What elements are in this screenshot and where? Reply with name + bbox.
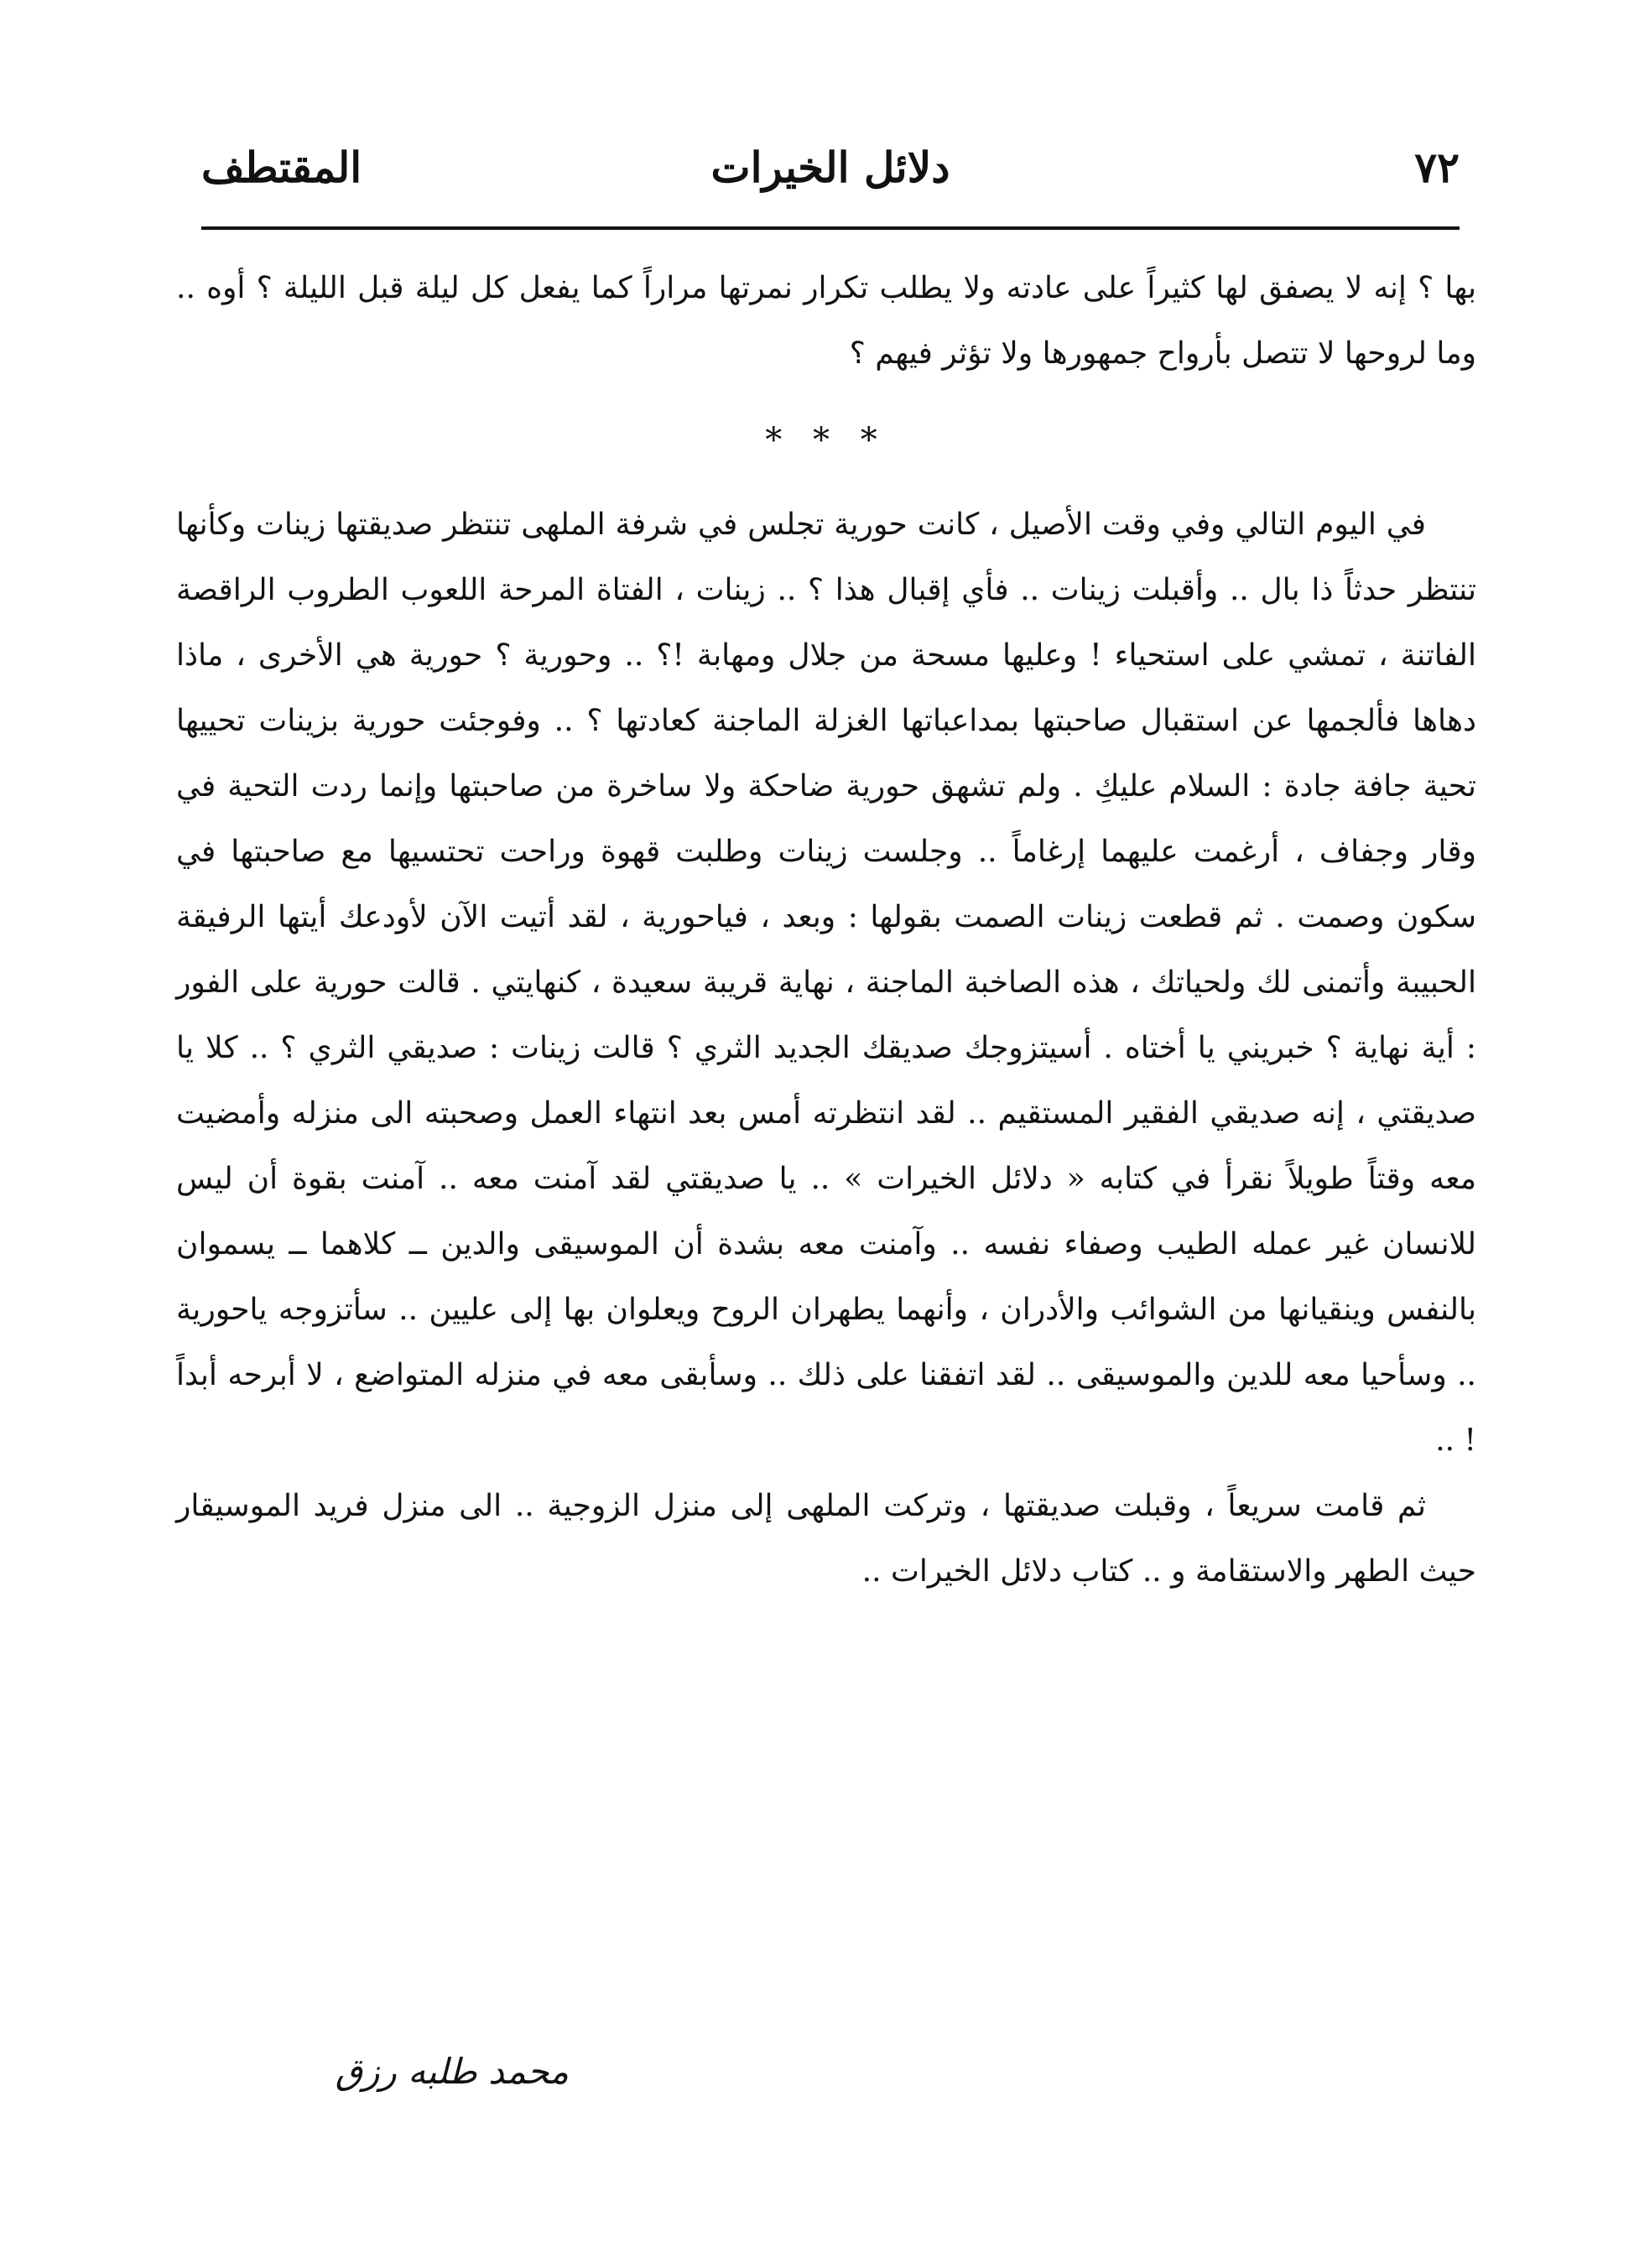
header-rule xyxy=(201,226,1460,230)
journal-name: المقتطف xyxy=(201,143,362,192)
paragraph-continuation: بها ؟ إنه لا يصفق لها كثيراً على عادته ولا يطلب تكرار نمرتها مراراً كما يفعل كل ليلة قبل الليلة ؟ أوه .. وما لروحها لا تتصل بأرواح جمهورها ولا تؤثر فيهم ؟ xyxy=(176,271,1476,371)
page-number: ٧٢ xyxy=(1414,143,1460,192)
paragraph-final: ثم قامت سريعاً ، وقبلت صديقتها ، وتركت الملهى إلى منزل الزوجية .. الى منزل فريد الموسيقار حيث الطهر والاستقامة و .. كتاب دلائل الخيرات .. xyxy=(176,1489,1476,1589)
running-title: دلائل الخيرات xyxy=(710,143,950,192)
paragraph-main: في اليوم التالي وفي وقت الأصيل ، كانت حورية تجلس في شرفة الملهى تنتظر صديقتها زينات وكأنها تنتظر حدثاً ذا بال .. وأقبلت زينات .. فأي إقبال هذا ؟ .. زينات ، الفتاة المرحة اللعوب الطروب الراقصة الفاتنة ، تمشي على استحياء ! وعليها مسحة من جلال ومهابة !؟ .. وحورية ؟ حورية هي الأخرى ، ماذا دهاها فألجمها عن استقبال صاحبتها بمداعباتها الغزلة الماجنة كعادتها ؟ .. وفوجئت حورية بزينات تحييها تحية جافة جادة : السلام عليكِ . ولم تشهق حورية ضاحكة ولا ساخرة من صاحبتها وإنما ردت التحية في وقار وجفاف ، أرغمت عليهما إرغاماً .. وجلست زينات وطلبت قهوة وراحت تحتسيها مع صاحبتها في سكون وصمت . ثم قطعت زينات الصمت بقولها : وبعد ، فياحورية ، لقد أتيت الآن لأودعك أيتها الرفيقة الحبيبة وأتمنى لك ولحياتك ، هذه الصاخبة الماجنة ، نهاية قريبة سعيدة ، كنهايتي . قالت حورية على الفور : أية نهاية ؟ خبريني يا أختاه . أسيتزوجك صديقك الجديد الثري ؟ قالت زينات : صديقي الثري ؟ .. كلا يا صديقتي ، إنه صديقي الفقير المستقيم .. لقد انتظرته أمس بعد انتهاء العمل وصحبته الى منزله وأمضيت معه وقتاً طويلاً نقرأ في كتابه « دلائل الخيرات » .. يا صديقتي لقد آمنت معه .. آمنت بقوة أن ليس للانسان غير عمله الطيب وصفاء نفسه .. وآمنت معه بشدة أن الموسيقى والدين ــ كلاهما ــ يسموان بالنفس وينقيانها من الشوائب والأدران ، وأنهما يطهران الروح ويعلوان بها إلى عليين .. سأتزوجه ياحورية .. وسأحيا معه للدين والموسيقى .. لقد اتفقنا على ذلك .. وسأبقى معه في منزله المتواضع ، لا أبرحه أبداً ! .. xyxy=(176,507,1476,1458)
section-ornament: * * * xyxy=(765,421,887,460)
article-body xyxy=(176,256,1476,1605)
page-header xyxy=(201,134,1460,210)
author-signature: محمد طلبه رزق xyxy=(335,2051,569,2092)
